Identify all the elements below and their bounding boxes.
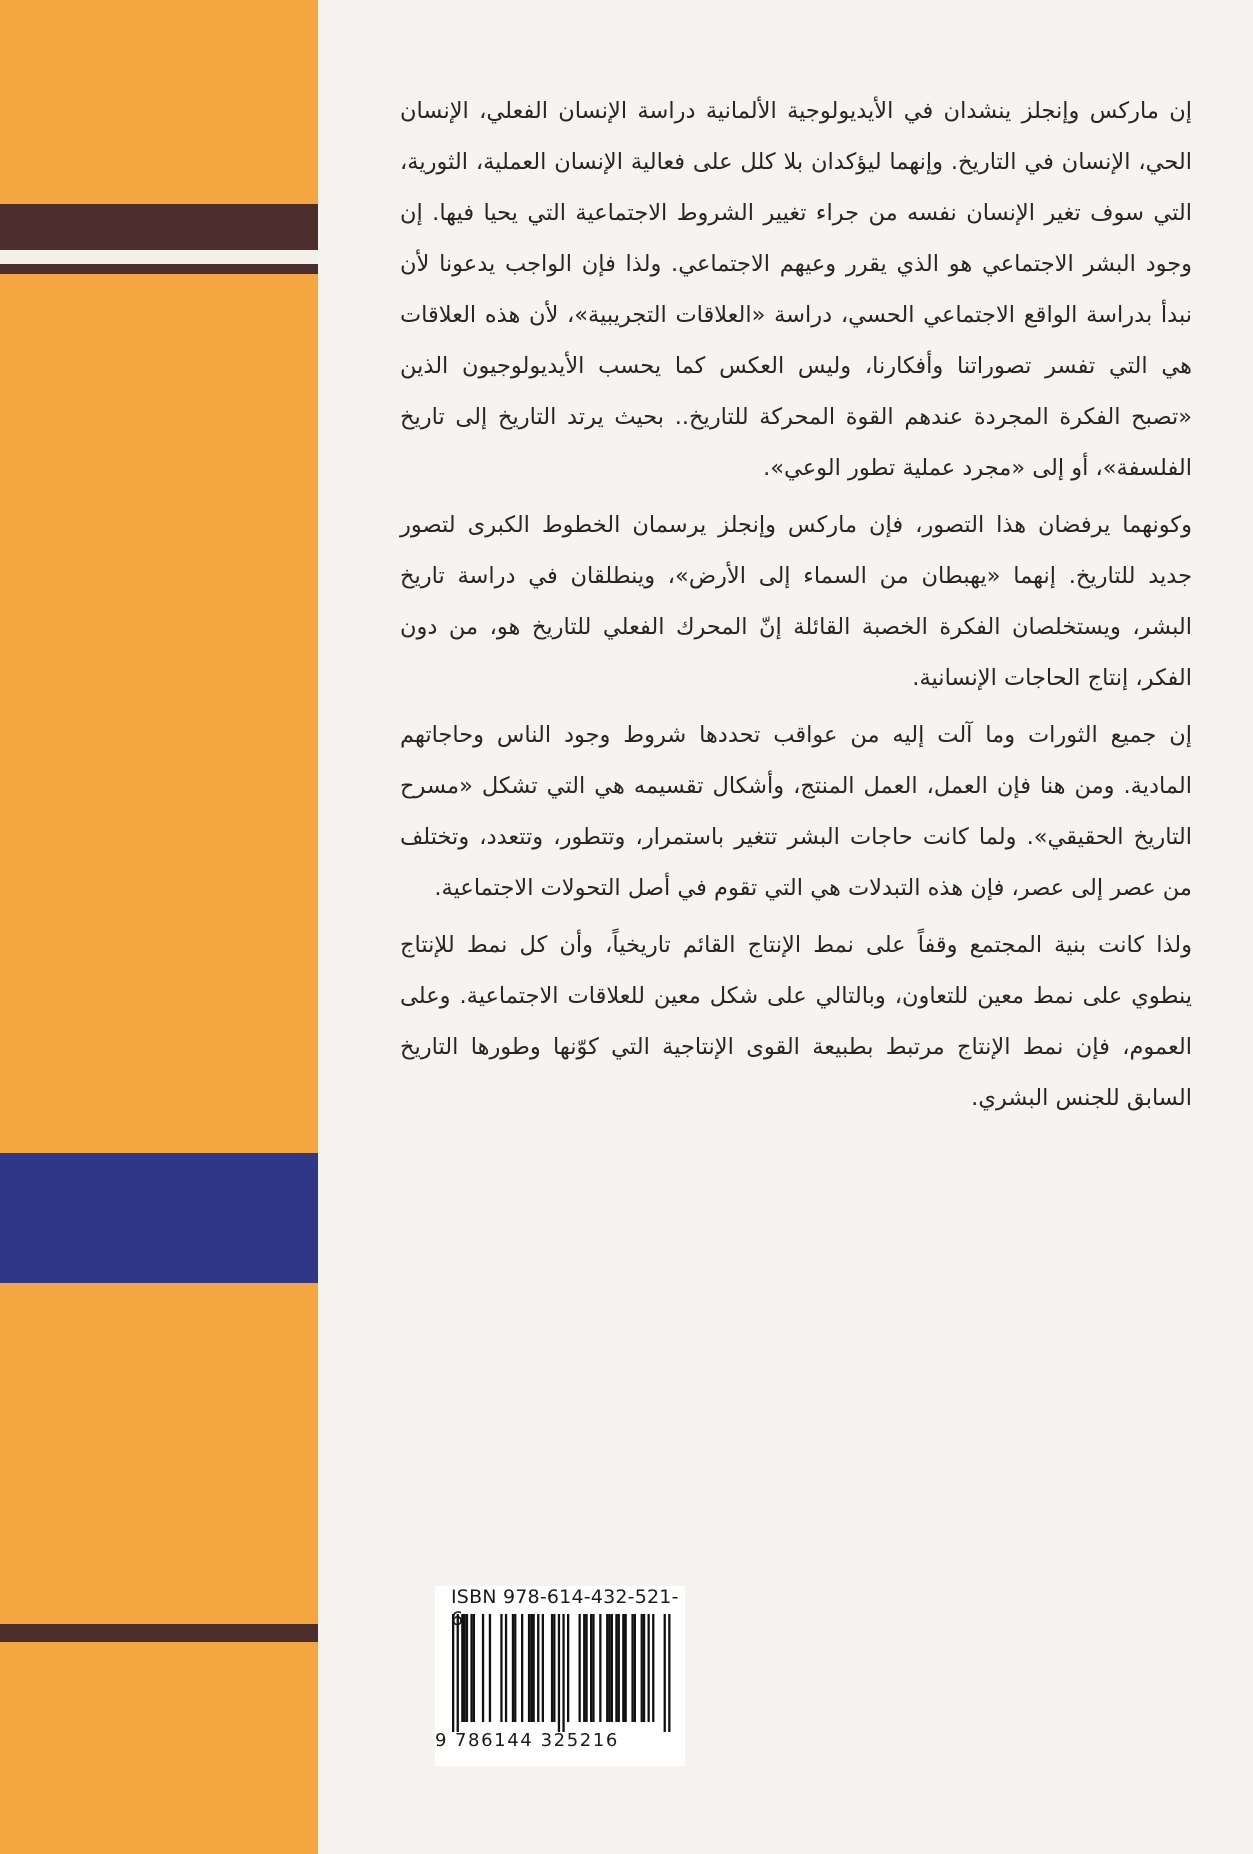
barcode-bar xyxy=(606,1614,608,1722)
barcode-bar xyxy=(583,1614,585,1722)
paragraph-4: ولذا كانت بنية المجتمع وقفاً على نمط الإنتاج القائم تاريخياً، وأن كل نمط للإنتاج ينطوي على نمط معين للتعاون، وبالتالي على شكل معين للعلاقات الاجتماعية. وعلى العموم، فإن نمط الإنتاج مرتبط بطبيعة القوى الإنتاجية التي كوّنها وطورها التاريخ السابق للجنس البشري. xyxy=(400,932,1192,1111)
barcode-bars xyxy=(441,1614,681,1732)
barcode-bar xyxy=(533,1614,535,1722)
barcode-bar xyxy=(625,1614,627,1722)
paragraph-1: إن ماركس وإنجلز ينشدان في الأيديولوجية الألمانية دراسة الإنسان الفعلي، الإنسان الحي، الإنسان في التاريخ. وإنهما ليؤكدان بلا كلل على فعالية الإنسان العملية، الثورية، التي سوف تغير الإنسان نفسه من جراء تغيير الشروط الاجتماعية التي يحيا فيها. إن وجود البشر الاجتماعي هو الذي يقرر وعيهم الاجتماعي. ولذا فإن الواجب يدعونا لأن نبدأ بدراسة الواقع الاجتماعي الحسي، دراسة «العلاقات التجريبية»، لأن هذه العلاقات هي التي تفسر تصوراتنا وأفكارنا، وليس العكس كما يحسب الأيديولوجيون الذين «تصبح الفكرة المجردة عندهم القوة المحركة للتاريخ.. بحيث يرتد التاريخ إلى تاريخ الفلسفة»، أو إلى «مجرد عملية تطور الوعي». xyxy=(400,98,1192,481)
barcode-bar xyxy=(634,1614,636,1722)
barcode-bar xyxy=(615,1614,617,1722)
barcode-bar xyxy=(664,1614,666,1732)
barcode-bar xyxy=(521,1614,523,1722)
barcode-bar xyxy=(641,1614,643,1722)
barcode-bar xyxy=(452,1614,454,1732)
barcode-bar xyxy=(668,1614,670,1732)
barcode-bar xyxy=(608,1614,610,1722)
barcode-bar xyxy=(611,1614,613,1722)
barcode-bar xyxy=(464,1614,466,1722)
barcode-bar xyxy=(562,1614,564,1732)
barcode-bar xyxy=(585,1614,587,1722)
barcode-bar xyxy=(461,1614,463,1722)
barcode-bar xyxy=(631,1614,633,1722)
barcode-bar xyxy=(457,1614,459,1732)
barcode-bar xyxy=(643,1614,645,1722)
top-brown-stripe xyxy=(0,204,318,250)
barcode-bar xyxy=(592,1614,594,1722)
ean-first-digit: 9 xyxy=(435,1730,447,1751)
barcode-bar xyxy=(514,1614,516,1722)
barcode-bar xyxy=(500,1614,502,1722)
isbn-label: ISBN 978-614-432-521- xyxy=(451,1586,679,1608)
barcode-bar xyxy=(648,1614,650,1722)
barcode-bar xyxy=(489,1614,491,1722)
spine-panel xyxy=(0,0,318,1854)
barcode-bar xyxy=(579,1614,581,1722)
navy-band xyxy=(0,1153,318,1283)
barcode-bar xyxy=(482,1614,484,1722)
barcode-bar xyxy=(512,1614,514,1722)
top-white-stripe xyxy=(0,250,318,264)
barcode-bar xyxy=(466,1614,468,1722)
barcode-bar xyxy=(567,1614,569,1722)
back-cover-text xyxy=(400,86,1192,1130)
barcode-bar xyxy=(473,1614,475,1722)
barcode-bar xyxy=(542,1614,544,1722)
barcode-bar xyxy=(652,1614,654,1722)
barcode-bar xyxy=(618,1614,620,1722)
barcode-bar xyxy=(553,1614,555,1722)
paragraph-2: وكونهما يرفضان هذا التصور، فإن ماركس وإنجلز يرسمان الخطوط الكبرى لتصور جديد للتاريخ. إنهما «يهبطان من السماء إلى الأرض»، وينطلقان في دراسة تاريخ البشر، ويستخلصان الفكرة الخصبة القائلة إنّ المحرك الفعلي للتاريخ هو، من دون الفكر، إنتاج الحاجات الإنسانية. xyxy=(400,512,1192,691)
barcode-bar xyxy=(590,1614,592,1722)
barcode-bar xyxy=(558,1614,560,1732)
barcode-bar xyxy=(537,1614,539,1722)
top-thin-brown-stripe xyxy=(0,264,318,274)
bottom-brown-stripe xyxy=(0,1624,318,1642)
barcode-bar xyxy=(505,1614,507,1722)
isbn-barcode xyxy=(435,1586,685,1766)
barcode-bar xyxy=(622,1614,624,1722)
barcode-bar xyxy=(599,1614,601,1722)
ean-remaining-digits: 786144 325216 xyxy=(455,1730,619,1751)
paragraph-3: إن جميع الثورات وما آلت إليه من عواقب تحددها شروط وجود الناس وحاجاتهم المادية. ومن هنا فإن العمل، العمل المنتج، وأشكال تقسيمه هي التي تشكل «مسرح التاريخ الحقيقي». ولما كانت حاجات البشر تتغير باستمرار، وتتطور، وتتعدد، وتختلف من عصر إلى عصر، فإن هذه التبدلات هي التي تقوم في أصل التحولات الاجتماعية. xyxy=(400,722,1192,901)
barcode-bar xyxy=(470,1614,472,1722)
barcode-bar xyxy=(551,1614,553,1722)
barcode-bar xyxy=(530,1614,532,1722)
barcode-bar xyxy=(528,1614,530,1722)
